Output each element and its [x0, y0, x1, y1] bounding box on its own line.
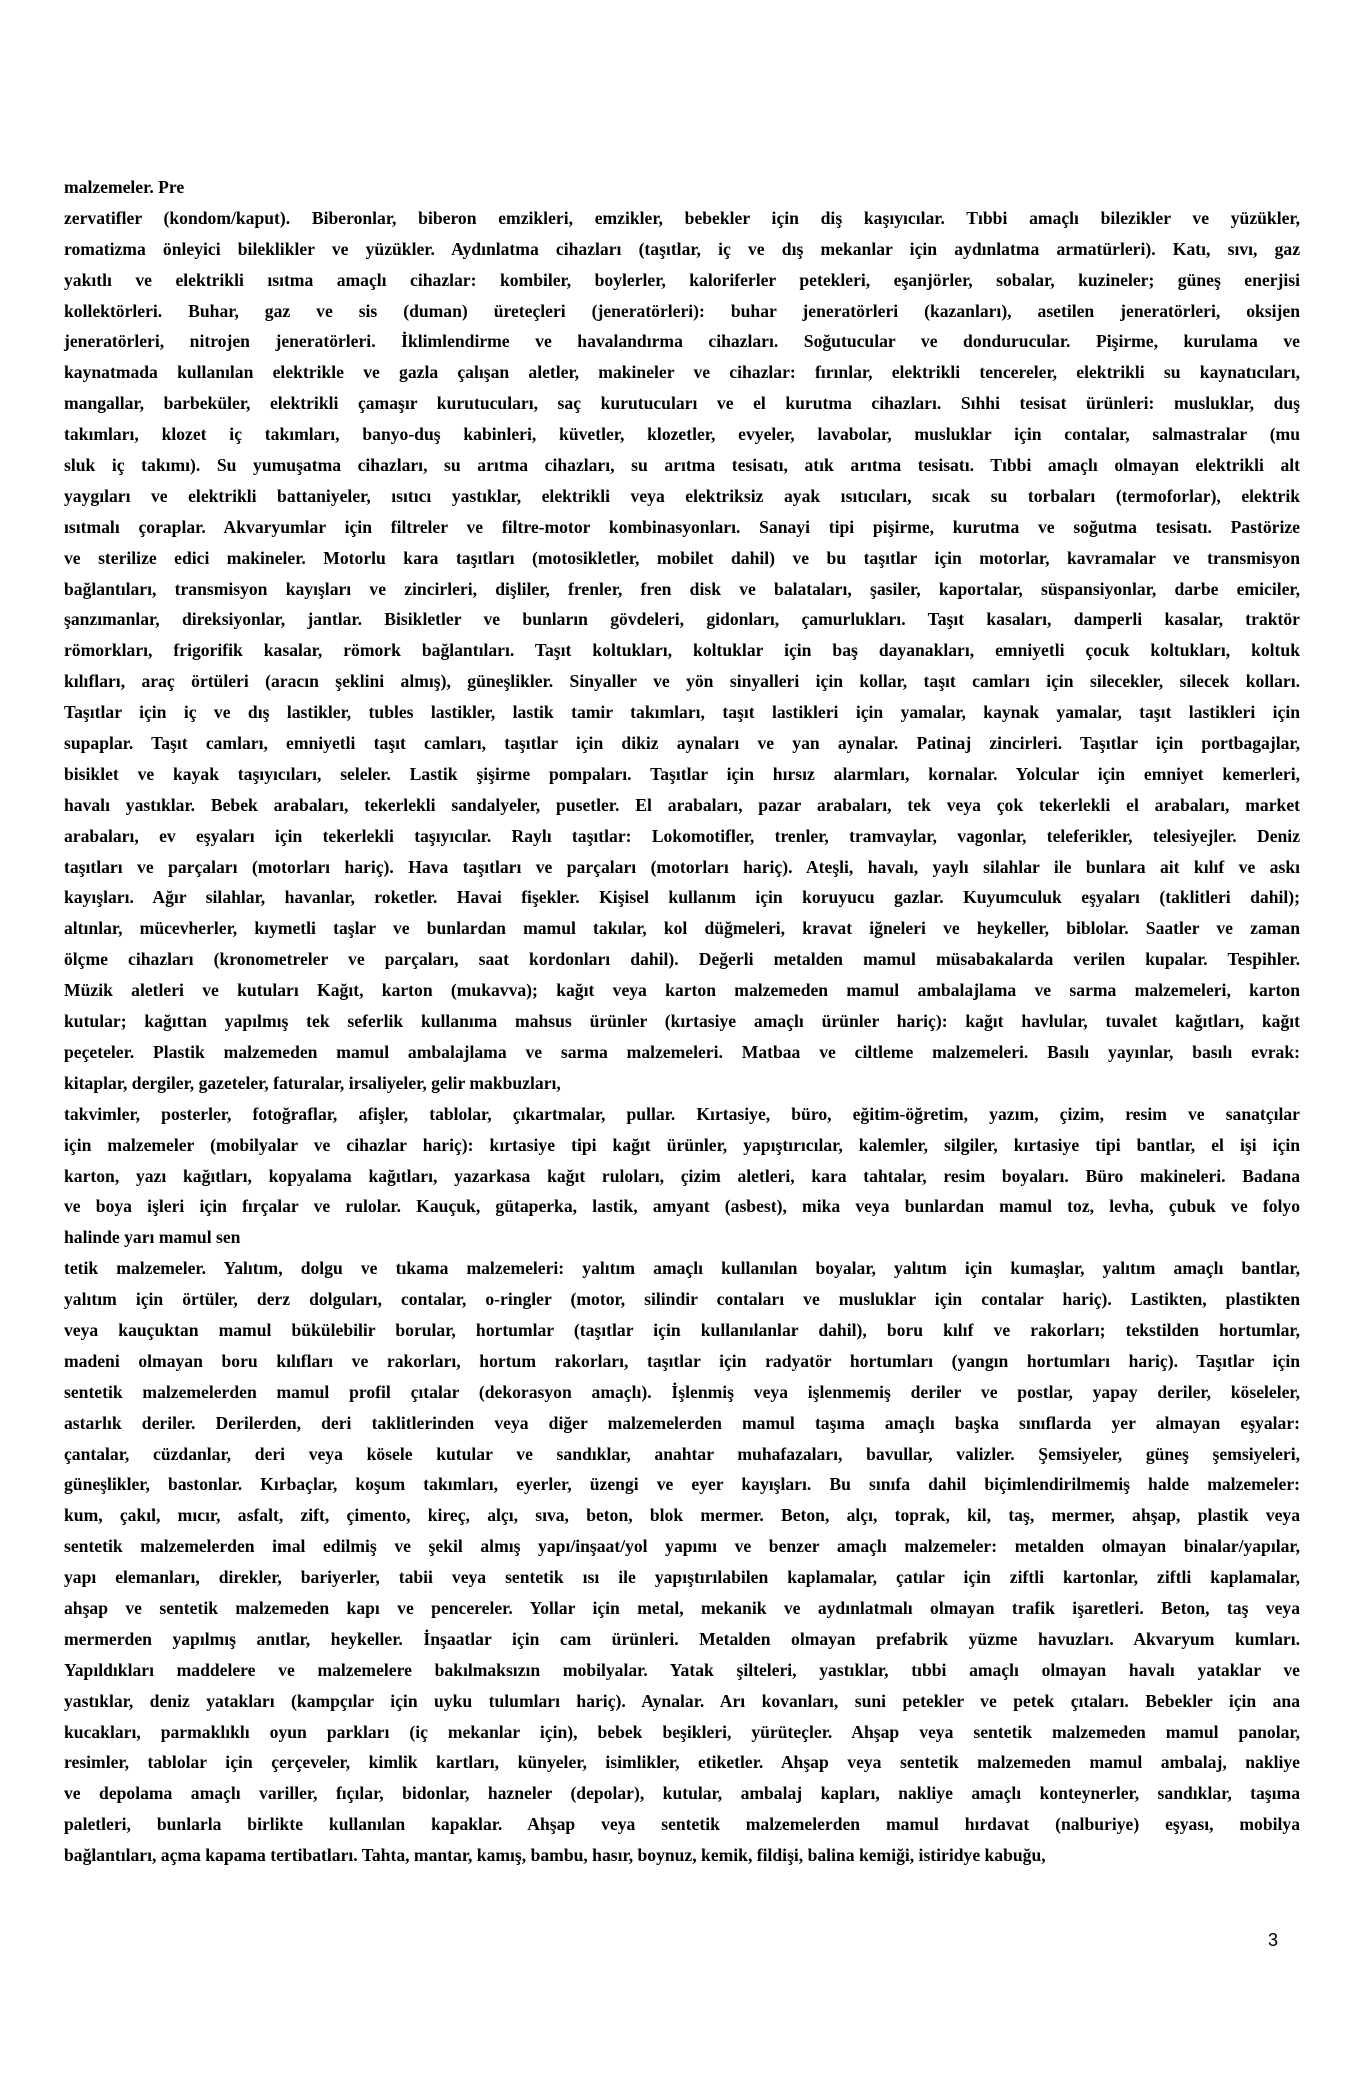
text-line: ve boya işleri için fırçalar ve rulolar. Kauçuk, gütaperka, lastik, amyant (asbest), mika veya bunlardan mamul toz, levha, çubuk ve folyo [64, 1196, 1300, 1217]
text-line: peçeteler. Plastik malzemeden mamul ambalajlama ve sarma malzemeleri. Matbaa ve ciltleme malzemeleri. Basılı yayınlar, basılı evrak: [64, 1041, 1300, 1062]
text-line: kaynatmada kullanılan elektrikle ve gazla çalışan aletler, makineler ve cihazlar: fırınlar, elektrikli tencereler, elektrikli su kaynatıcıları, [64, 362, 1300, 383]
text-line: veya kauçuktan mamul bükülebilir borular, hortumlar (taşıtlar için kullanılanlar dahil), boru kılıf ve rakorları; tekstilden hortumlar, [64, 1319, 1300, 1340]
text-line: yapı elemanları, direkler, bariyerler, tabii veya sentetik ısı ile yapıştırılabilen kaplamalar, çatılar için ziftli kartonlar, ziftli kaplamalar, [64, 1567, 1300, 1588]
text-line: yalıtım için örtüler, derz dolguları, contalar, o-ringler (motor, silindir contaları ve musluklar için contalar hariç). Lastikten, plastikten [64, 1289, 1300, 1310]
text-line: arabaları, ev eşyaları için tekerlekli taşıyıcılar. Raylı taşıtlar: Lokomotifler, trenler, tramvaylar, vagonlar, teleferikler, telesiyejler. Deniz [64, 825, 1300, 846]
text-line: romatizma önleyici bileklikler ve yüzükler. Aydınlatma cihazları (taşıtlar, iç ve dış mekanlar için aydınlatma armatürleri). Katı, sıvı, gaz [64, 238, 1300, 259]
text-line: kollektörleri. Buhar, gaz ve sis (duman) üreteçleri (jeneratörleri): buhar jeneratörleri (kazanları), asetilen jeneratörleri, oksijen [64, 300, 1300, 321]
text-line: şanzımanlar, direksiyonlar, jantlar. Bisikletler ve bunların gövdeleri, gidonları, çamurlukları. Taşıt kasaları, damperli kasalar, traktör [64, 609, 1300, 630]
text-line: tetik malzemeler. Yalıtım, dolgu ve tıkama malzemeleri: yalıtım amaçlı kullanılan boyalar, yalıtım için kumaşlar, yalıtım amaçlı bantlar, [64, 1258, 1300, 1279]
text-line: ve sterilize edici makineler. Motorlu kara taşıtları (motosikletler, mobilet dahil) ve bu taşıtlar için motorlar, kavramalar ve transmisyon [64, 547, 1300, 568]
body-text [64, 172, 1300, 1871]
text-line: mangallar, barbeküler, elektrikli çamaşır kurutucuları, saç kurutucuları ve el kurutma cihazları. Sıhhi tesisat ürünleri: musluklar, duş [64, 393, 1300, 414]
text-line: kılıfları, araç örtüleri (aracın şeklini almış), güneşlikler. Sinyaller ve yön sinyalleri için kollar, taşıt camları için silecekler, silecek kolları. [64, 671, 1300, 692]
text-line: kayışları. Ağır silahlar, havanlar, roketler. Havai fişekler. Kişisel kullanım için koruyucu gazlar. Kuyumculuk eşyaları (taklitleri dahil); [64, 887, 1300, 908]
text-line: kitaplar, dergiler, gazeteler, faturalar, irsaliyeler, gelir makbuzları, [64, 1072, 561, 1093]
text-line: yaygıları ve elektrikli battaniyeler, ısıtıcı yastıklar, elektrikli veya elektriksiz ayak ısıtıcıları, sıcak su torbaları (termoforlar), elektrik [64, 485, 1300, 506]
text-line: resimler, tablolar için çerçeveler, kimlik kartları, künyeler, isimlikler, etiketler. Ahşap veya sentetik malzemeden mamul ambalaj, nakliye [64, 1752, 1300, 1773]
text-line: yakıtlı ve elektrikli ısıtma amaçlı cihazlar: kombiler, boylerler, kaloriferler petekleri, eşanjörler, sobalar, kuzineler; güneş enerjisi [64, 269, 1300, 290]
text-line: bağlantıları, açma kapama tertibatları. Tahta, mantar, kamış, bambu, hasır, boynuz, kemik, fildişi, balina kemiği, istiridye kabuğu, [64, 1845, 1046, 1866]
text-line: mermerden yapılmış anıtlar, heykeller. İnşaatlar için cam ürünleri. Metalden olmayan prefabrik yüzme havuzları. Akvaryum kumları. [64, 1628, 1300, 1649]
text-line: havalı yastıklar. Bebek arabaları, tekerlekli sandalyeler, pusetler. El arabaları, pazar arabaları, tek veya çok tekerlekli el arabaları, market [64, 794, 1300, 815]
text-line: Müzik aletleri ve kutuları Kağıt, karton (mukavva); kağıt veya karton malzemeden mamul ambalajlama ve sarma malzemeleri, karton [64, 980, 1300, 1001]
text-line: bağlantıları, transmisyon kayışları ve zincirleri, dişliler, frenler, fren disk ve balataları, şasiler, kaportalar, süspansiyonlar, darbe emiciler, [64, 578, 1300, 599]
text-line: Yapıldıkları maddelere ve malzemelere bakılmaksızın mobilyalar. Yatak şilteleri, yastıklar, tıbbi amaçlı olmayan havalı yataklar ve [64, 1659, 1300, 1680]
text-line: altınlar, mücevherler, kıymetli taşlar ve bunlardan mamul takılar, kol düğmeleri, kravat iğneleri ve heykeller, biblolar. Saatler ve zaman [64, 918, 1300, 939]
text-line: paletleri, bunlarla birlikte kullanılan kapaklar. Ahşap veya sentetik malzemelerden mamul hırdavat (nalburiye) eşyası, mobilya [64, 1814, 1300, 1835]
text-line: malzemeler. Pre [64, 177, 185, 197]
text-line: güneşlikler, bastonlar. Kırbaçlar, koşum takımları, eyerler, üzengi ve eyer kayışları. Bu sınıfa dahil biçimlendirilmemiş halde malzemeler: [64, 1474, 1300, 1495]
text-line: sluk iç takımı). Su yumuşatma cihazları, su arıtma cihazları, su arıtma tesisatı, atık arıtma tesisatı. Tıbbi amaçlı olmayan elektrikli alt [64, 455, 1300, 476]
text-line: Taşıtlar için iç ve dış lastikler, tubles lastikler, lastik tamir takımları, taşıt lastikleri için yamalar, kaynak yamalar, taşıt lastikleri için [64, 702, 1300, 723]
text-line: sentetik malzemelerden mamul profil çıtalar (dekorasyon amaçlı). İşlenmiş veya işlenmemiş deriler ve postlar, yapay deriler, köseleler, [64, 1381, 1300, 1402]
text-line: sentetik malzemelerden imal edilmiş ve şekil almış yapı/inşaat/yol yapımı ve benzer amaçlı malzemeler: metalden olmayan binalar/yapılar, [64, 1536, 1300, 1557]
text-line: ve depolama amaçlı variller, fıçılar, bidonlar, hazneler (depolar), kutular, ambalaj kapları, nakliye amaçlı konteynerler, sandıklar, taşıma [64, 1783, 1300, 1804]
text-line: için malzemeler (mobilyalar ve cihazlar hariç): kırtasiye tipi kağıt ürünler, yapıştırıcılar, kalemler, silgiler, kırtasiye tipi bantlar, el işi için [64, 1134, 1300, 1155]
text-line: halinde yarı mamul sen [64, 1227, 241, 1248]
text-line: çantalar, cüzdanlar, deri veya kösele kutular ve sandıklar, anahtar muhafazaları, bavullar, valizler. Şemsiyeler, güneş şemsiyeleri, [64, 1443, 1300, 1464]
text-line: takvimler, posterler, fotoğraflar, afişler, tablolar, çıkartmalar, pullar. Kırtasiye, büro, eğitim-öğretim, yazım, çizim, resim ve sanatçılar [64, 1103, 1300, 1124]
text-line: kucakları, parmaklıklı oyun parkları (iç mekanlar için), bebek beşikleri, yürüteçler. Ahşap veya sentetik malzemeden mamul panolar, [64, 1721, 1300, 1742]
text-line: zervatifler (kondom/kaput). Biberonlar, biberon emzikleri, emzikler, bebekler için diş kaşıyıcılar. Tıbbi amaçlı bilezikler ve yüzükler, [64, 207, 1300, 228]
text-line: madeni olmayan boru kılıfları ve rakorları, hortum rakorları, taşıtlar için radyatör hortumları (yangın hortumları hariç). Taşıtlar için [64, 1350, 1300, 1371]
text-line: yastıklar, deniz yatakları (kampçılar için uyku tulumları hariç). Aynalar. Arı kovanları, suni petekler ve petek çıtaları. Bebekler için ana [64, 1690, 1300, 1711]
text-line: takımları, klozet iç takımları, banyo-duş kabinleri, küvetler, klozetler, evyeler, lavabolar, musluklar için contalar, salmastralar (mu [64, 424, 1300, 445]
page-number: 3 [1268, 1930, 1279, 1950]
text-line: bisiklet ve kayak taşıyıcıları, seleler. Lastik şişirme pompaları. Taşıtlar için hırsız alarmları, kornalar. Yolcular için emniyet kemerleri, [64, 763, 1300, 784]
text-line: römorkları, frigorifik kasalar, römork bağlantıları. Taşıt koltukları, koltuklar için baş dayanakları, emniyetli çocuk koltukları, koltuk [64, 640, 1300, 661]
text-line: kum, çakıl, mıcır, asfalt, zift, çimento, kireç, alçı, sıva, beton, blok mermer. Beton, alçı, toprak, kil, taş, mermer, ahşap, plastik veya [64, 1505, 1300, 1526]
text-line: astarlık deriler. Derilerden, deri taklitlerinden veya diğer malzemelerden mamul taşıma amaçlı başka sınıflarda yer almayan eşyalar: [64, 1412, 1300, 1433]
text-line: taşıtları ve parçaları (motorları hariç). Hava taşıtları ve parçaları (motorları hariç). Ateşli, havalı, yaylı silahlar ile bunlara ait kılıf ve askı [64, 856, 1300, 877]
text-line: kutular; kağıttan yapılmış tek seferlik kullanıma mahsus ürünler (kırtasiye amaçlı ürünler hariç): kağıt havlular, tuvalet kağıtları, kağıt [64, 1011, 1300, 1032]
text-line: ahşap ve sentetik malzemeden kapı ve pencereler. Yollar için metal, mekanik ve aydınlatmalı olmayan trafik işaretleri. Beton, taş veya [64, 1597, 1300, 1618]
text-line: karton, yazı kağıtları, kopyalama kağıtları, yazarkasa kağıt ruloları, çizim aletleri, kara tahtalar, resim boyaları. Büro makineleri. Badana [64, 1165, 1300, 1186]
text-line: jeneratörleri, nitrojen jeneratörleri. İklimlendirme ve havalandırma cihazları. Soğutucular ve dondurucular. Pişirme, kurulama ve [64, 331, 1300, 352]
text-line: ölçme cihazları (kronometreler ve parçaları, saat kordonları dahil). Değerli metalden mamul müsabakalarda verilen kupalar. Tespihler. [64, 949, 1300, 970]
text-line: ısıtmalı çoraplar. Akvaryumlar için filtreler ve filtre-motor kombinasyonları. Sanayi tipi pişirme, kurutma ve soğutma tesisatı. Pastörize [64, 516, 1300, 537]
text-line: supaplar. Taşıt camları, emniyetli taşıt camları, taşıtlar için dikiz aynaları ve yan aynalar. Patinaj zincirleri. Taşıtlar için portbagajlar, [64, 733, 1300, 754]
